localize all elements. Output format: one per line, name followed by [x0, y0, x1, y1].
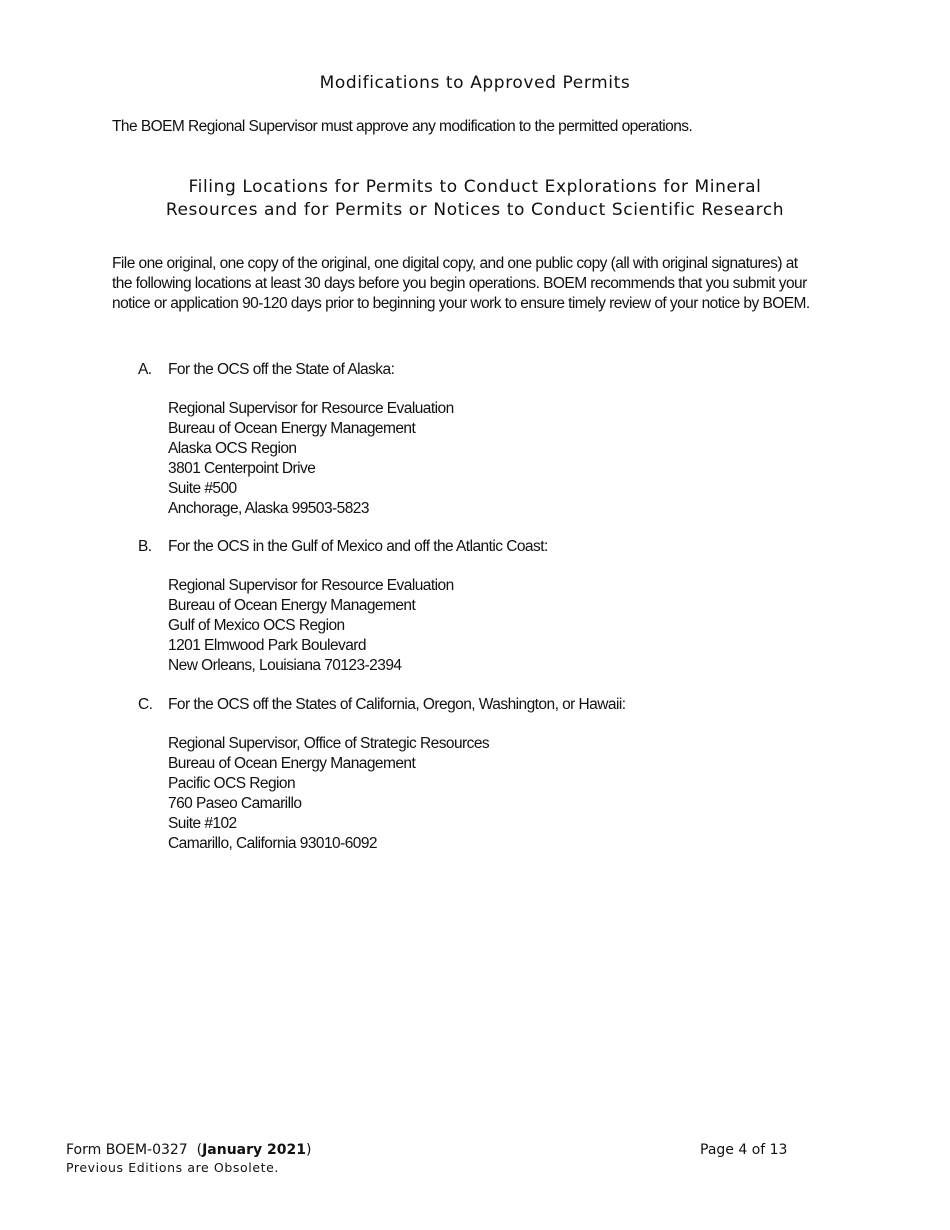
- address-line: Regional Supervisor, Office of Strategic Resources: [168, 735, 490, 752]
- location-heading: For the OCS in the Gulf of Mexico and off the Atlantic Coast:: [168, 538, 548, 555]
- address-line: Suite #500: [168, 480, 237, 497]
- list-marker: A.: [138, 361, 152, 378]
- address-line: 1201 Elmwood Park Boulevard: [168, 637, 366, 654]
- address-line: Regional Supervisor for Resource Evaluation: [168, 400, 454, 417]
- filing-heading-line-2: Resources and for Permits or Notices to Conduct Scientific Research: [165, 200, 785, 220]
- location-heading: For the OCS off the States of California, Oregon, Washington, or Hawaii:: [168, 696, 626, 713]
- footer-form-info: [66, 1141, 311, 1177]
- address-line: Gulf of Mexico OCS Region: [168, 617, 345, 634]
- address-line: New Orleans, Louisiana 70123-2394: [168, 657, 402, 674]
- modifications-heading: Modifications to Approved Permits: [319, 73, 631, 93]
- address-line: Bureau of Ocean Energy Management: [168, 420, 416, 437]
- form-number: Form BOEM-0327: [66, 1142, 188, 1158]
- address-line: Bureau of Ocean Energy Management: [168, 755, 416, 772]
- address-block: [168, 734, 489, 854]
- list-marker: C.: [138, 696, 153, 713]
- address-line: Camarillo, California 93010-6092: [168, 835, 377, 852]
- address-line: 760 Paseo Camarillo: [168, 795, 302, 812]
- filing-instructions: File one original, one copy of the original, one digital copy, and one public copy (all with original signatures) at the following locations at least 30 days before you begin operations. BOEM recommends that you submit your notice or application 90-120 days prior to beginning your work to ensure timely review of your notice by BOEM.: [112, 255, 810, 312]
- list-marker: B.: [138, 538, 152, 555]
- filing-locations-heading: [0, 176, 950, 222]
- page-number: Page 4 of 13: [700, 1142, 788, 1158]
- modification-note: The BOEM Regional Supervisor must approve any modification to the permitted operations.: [112, 118, 693, 135]
- filing-heading-line-1: Filing Locations for Permits to Conduct Explorations for Mineral: [188, 177, 762, 197]
- address-line: Bureau of Ocean Energy Management: [168, 597, 416, 614]
- address-line: 3801 Centerpoint Drive: [168, 460, 316, 477]
- form-date: January 2021: [202, 1142, 306, 1158]
- address-block: [168, 399, 454, 519]
- address-line: Regional Supervisor for Resource Evaluation: [168, 577, 454, 594]
- address-line: Alaska OCS Region: [168, 440, 297, 457]
- address-line: Anchorage, Alaska 99503-5823: [168, 500, 369, 517]
- form-identifier: Form BOEM-0327 (January 2021): [66, 1142, 312, 1158]
- address-line: Pacific OCS Region: [168, 775, 296, 792]
- location-heading: For the OCS off the State of Alaska:: [168, 361, 395, 378]
- address-block: [168, 576, 454, 676]
- address-line: Suite #102: [168, 815, 237, 832]
- obsolete-note: Previous Editions are Obsolete.: [66, 1160, 279, 1175]
